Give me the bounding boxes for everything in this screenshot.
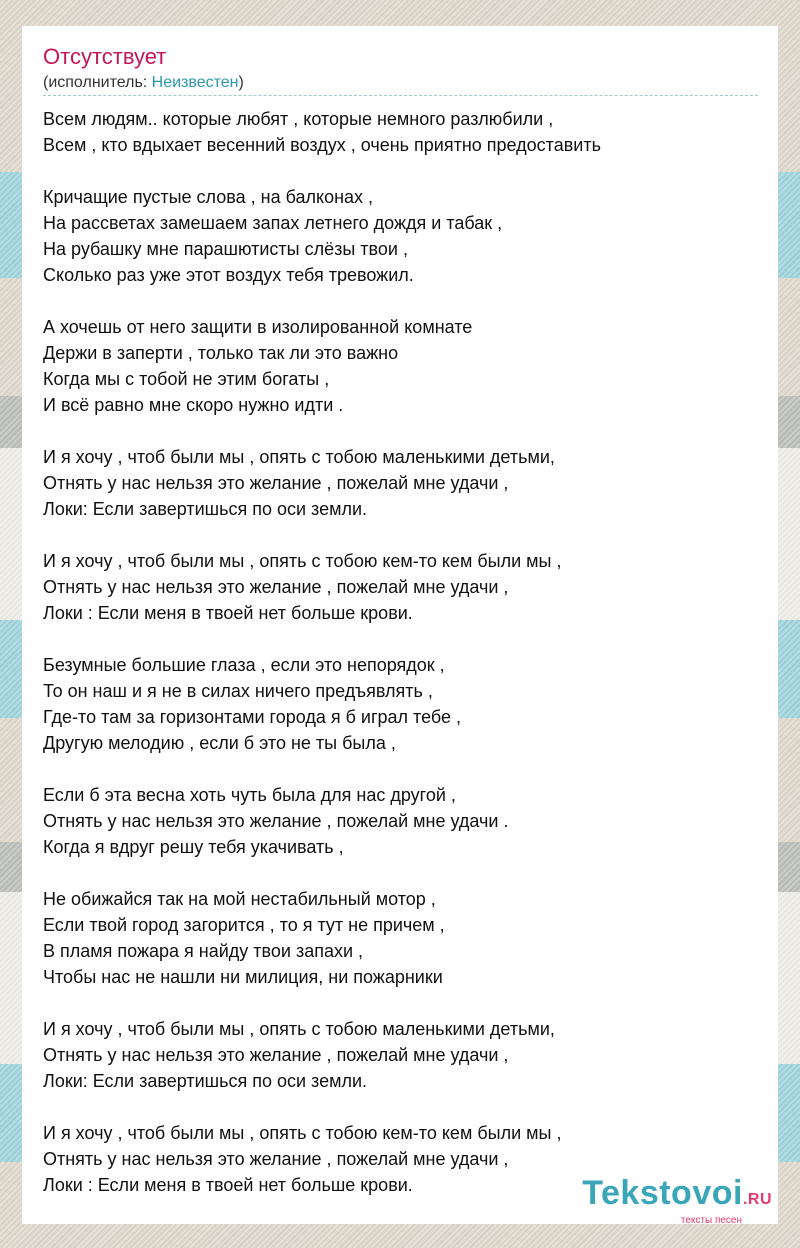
lyric-line: Кричащие пустые слова , на балконах , [43,187,374,207]
stanza-gap [43,1094,758,1120]
lyrics-body [43,106,758,1198]
lyric-line: Локи: Если завертишься по оси земли. [43,1071,368,1091]
logo-name: Tekstovoi [582,1174,743,1212]
lyric-line: Когда мы с тобой не этим богаты , [43,369,330,389]
lyric-line: И всё равно мне скоро нужно идти . [43,395,344,415]
lyric-line: Где-то там за горизонтами города я б играл тебе , [43,707,462,727]
site-logo[interactable] [582,1176,772,1226]
stanza-gap [43,158,758,184]
lyric-line: Локи : Если меня в твоей нет больше крови. [43,1175,413,1195]
lyrics-card [22,26,778,1224]
lyric-line: Если б эта весна хоть чуть была для нас другой , [43,785,456,805]
lyric-line: Всем , кто вдыхает весенний воздух , очень приятно предоставить [43,135,601,155]
lyric-line: А хочешь от него защити в изолированной комнате [43,317,473,337]
performer-prefix: (исполнитель: [43,74,152,91]
lyric-line: Всем людям.. которые любят , которые немного разлюбили , [43,109,554,129]
stanza-gap [43,860,758,886]
lyric-line: Отнять у нас нельзя это желание , пожелай мне удачи , [43,1045,509,1065]
lyric-line: Отнять у нас нельзя это желание , пожелай мне удачи , [43,473,509,493]
lyric-line: В пламя пожара я найду твои запахи , [43,941,364,961]
lyric-line: То он наш и я не в силах ничего предъявлять , [43,681,433,701]
logo-tld: .RU [742,1191,772,1208]
stanza-gap [43,990,758,1016]
lyric-line: Если твой город загорится , то я тут не причем , [43,915,445,935]
logo-tagline: тексты песен [680,1215,742,1226]
stanza-gap [43,756,758,782]
lyric-line: И я хочу , чтоб были мы , опять с тобою кем-то кем были мы , [43,551,562,571]
lyric-line: На рубашку мне парашютисты слёзы твои , [43,239,408,259]
lyric-line: Безумные большие глаза , если это непорядок , [43,655,445,675]
lyric-line: Отнять у нас нельзя это желание , пожелай мне удачи , [43,1149,509,1169]
lyric-line: И я хочу , чтоб были мы , опять с тобою кем-то кем были мы , [43,1123,562,1143]
lyric-line: Когда я вдруг решу тебя укачивать , [43,837,344,857]
lyric-line: Локи: Если завертишься по оси земли. [43,499,368,519]
stanza-gap [43,418,758,444]
lyric-line: Локи : Если меня в твоей нет больше крови. [43,603,413,623]
lyric-line: Держи в заперти , только так ли это важно [43,343,399,363]
performer-line [43,73,758,93]
lyric-line: Другую мелодию , если б это не ты была , [43,733,396,753]
song-title: Отсутствует [43,44,167,69]
stanza-gap [43,522,758,548]
lyric-line: Сколько раз уже этот воздух тебя тревожил. [43,265,414,285]
performer-suffix: ) [238,74,244,91]
performer-link[interactable]: Неизвестен [151,74,239,91]
lyric-line: На рассветах замешаем запах летнего дождя и табак , [43,213,503,233]
lyric-line: И я хочу , чтоб были мы , опять с тобою маленькими детьми, [43,1019,555,1039]
stanza-gap [43,626,758,652]
title-divider [43,95,758,96]
lyric-line: И я хочу , чтоб были мы , опять с тобою маленькими детьми, [43,447,555,467]
lyric-line: Отнять у нас нельзя это желание , пожелай мне удачи , [43,577,509,597]
lyric-line: Не обижайся так на мой нестабильный мотор , [43,889,436,909]
lyric-line: Отнять у нас нельзя это желание , пожелай мне удачи . [43,811,509,831]
lyric-line: Чтобы нас не нашли ни милиция, ни пожарники [43,967,443,987]
stanza-gap [43,288,758,314]
